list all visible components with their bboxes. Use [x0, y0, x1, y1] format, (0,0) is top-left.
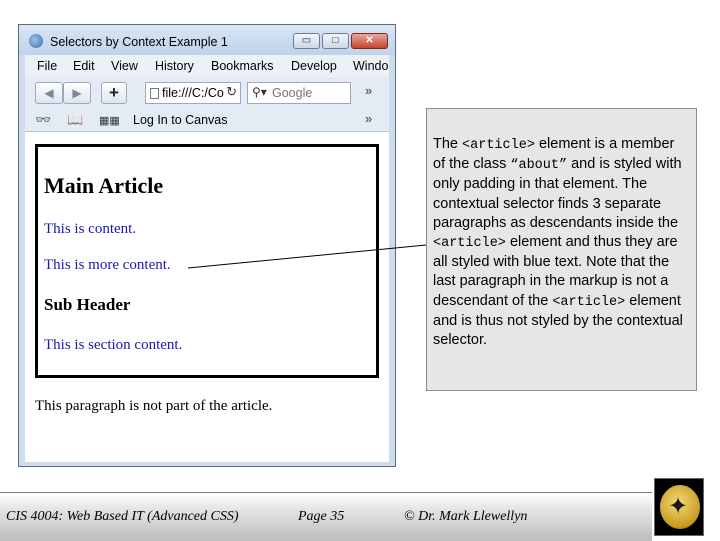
url-text: file:///C:/Co: [162, 86, 224, 100]
menu-develop[interactable]: Develop: [291, 59, 337, 73]
callout-code-3: <article>: [433, 236, 506, 252]
grid-icon[interactable]: ▦▦: [99, 115, 120, 127]
window-title: Selectors by Context Example 1: [50, 35, 228, 49]
footer-course: CIS 4004: Web Based IT (Advanced CSS): [6, 509, 239, 524]
footer-author: © Dr. Mark Llewellyn: [404, 509, 528, 524]
callout-text-2: element is a member of the class: [433, 136, 675, 173]
article-subheading: Sub Header: [44, 295, 131, 314]
reload-icon[interactable]: ↻: [226, 84, 237, 99]
bookmarks-overflow-icon[interactable]: »: [365, 111, 373, 126]
callout-text-5: element and is thus not styled by the contextual selector.: [433, 292, 683, 349]
callout-text-4: element and thus they are all styled with blue text. Note that the last paragraph in the markup is not a descendant of the: [433, 234, 678, 309]
callout-code-2: “about”: [510, 158, 568, 174]
reader-glasses-icon[interactable]: 👓: [35, 112, 52, 127]
connector-line: [188, 245, 426, 268]
forward-arrow-icon: ▶: [72, 86, 82, 100]
ucf-logo: [654, 478, 704, 536]
article-paragraph-2: This is more content.: [44, 257, 171, 273]
callout-text-1: The: [433, 136, 463, 152]
menu-view[interactable]: View: [111, 59, 138, 73]
menu-window[interactable]: Windo: [353, 59, 389, 73]
search-icon: ⚲▾: [252, 85, 267, 99]
pegasus-glyph-icon: ✦: [668, 492, 689, 520]
book-icon[interactable]: 📖: [67, 112, 84, 127]
explanation-callout: [426, 108, 697, 391]
article-paragraph-1: This is content.: [44, 221, 137, 237]
callout-text-3: and is styled with only padding in that element. The contextual selector finds 3 separate paragraphs as descendants inside the: [433, 156, 682, 231]
menu-file[interactable]: File: [37, 59, 58, 73]
maximize-icon: □: [332, 35, 339, 46]
callout-code-4: <article>: [552, 294, 626, 310]
article-heading: Main Article: [44, 173, 164, 198]
menu-history[interactable]: History: [155, 59, 194, 73]
close-icon: ✕: [365, 35, 374, 46]
menu-bookmarks[interactable]: Bookmarks: [211, 59, 274, 73]
callout-code-1: <article>: [462, 138, 535, 153]
bookmark-log-in-to-canvas[interactable]: Log In to Canvas: [133, 113, 228, 127]
menu-edit[interactable]: Edit: [73, 59, 95, 73]
minimize-icon: ▭: [301, 35, 312, 46]
plus-icon: +: [109, 83, 119, 102]
back-arrow-icon: ◀: [44, 86, 54, 100]
article-paragraph-3: This is section content.: [44, 337, 183, 353]
outside-paragraph: This paragraph is not part of the article.: [35, 398, 273, 414]
footer-page: Page 35: [298, 509, 345, 524]
slide-footer: [0, 492, 652, 541]
toolbar-overflow-icon[interactable]: »: [365, 83, 373, 98]
